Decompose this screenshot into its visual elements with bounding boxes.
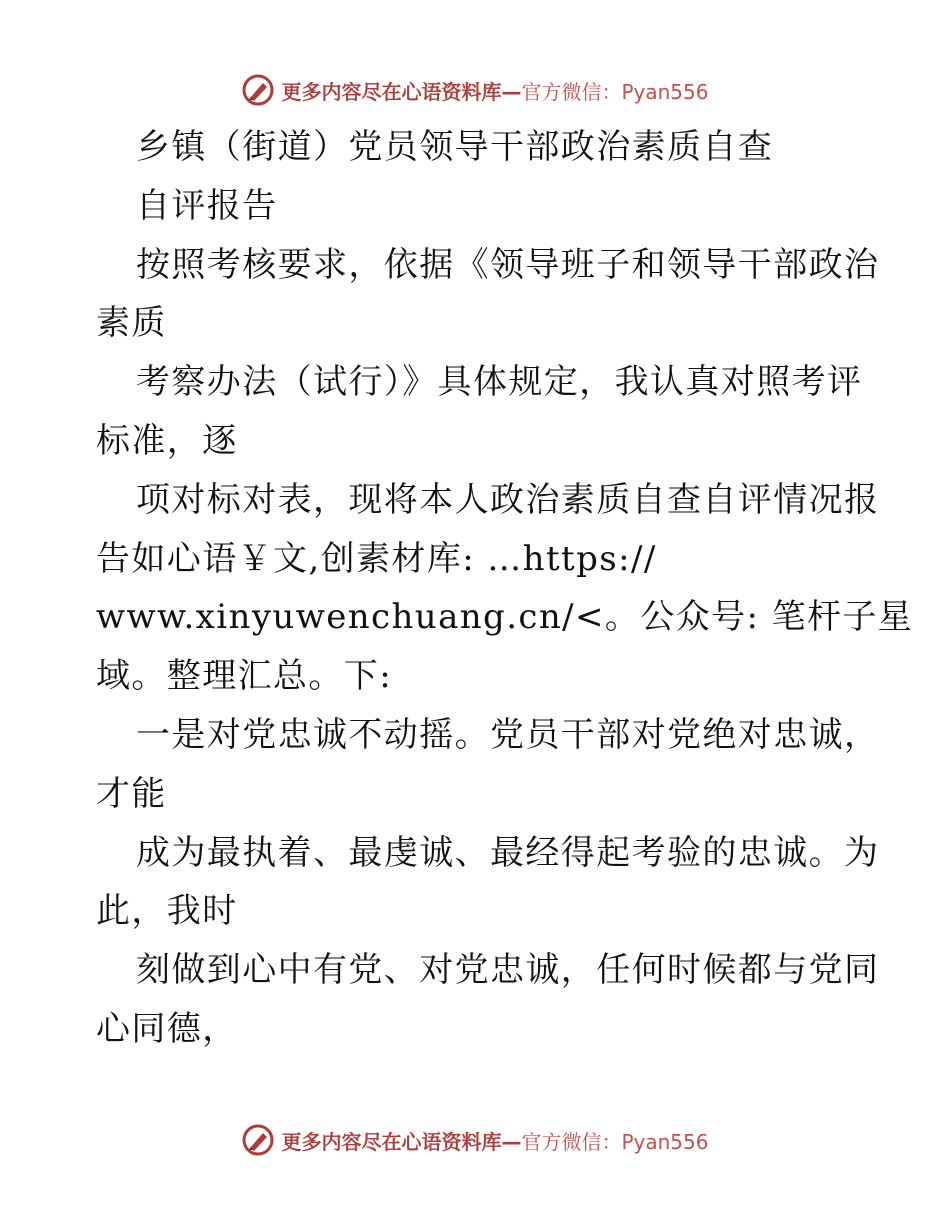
header-banner	[0, 70, 950, 110]
pen-logo-icon	[241, 1123, 275, 1157]
doc-paragraph-line: 成为最执着、最虔诚、最经得起考验的忠诚。为	[136, 832, 880, 873]
pen-logo-icon	[241, 73, 275, 107]
banner-wechat-text: 官方微信：Pyan556	[521, 79, 709, 104]
doc-paragraph-line: 心同德，	[96, 1008, 238, 1049]
banner-main-text: 更多内容尽在心语资料库—	[281, 79, 522, 104]
banner-text	[281, 76, 708, 105]
doc-paragraph-line: 素质	[96, 303, 167, 344]
doc-paragraph-line: 刻做到心中有党、对党忠诚，任何时候都与党同	[136, 950, 880, 991]
doc-paragraph-line: 项对标对表，现将本人政治素质自查自评情况报	[136, 479, 880, 520]
doc-paragraph-line: 告如心语￥文,创素材库: …https://	[96, 538, 657, 579]
doc-paragraph-line: 按照考核要求，依据《领导班子和领导干部政治	[136, 244, 880, 285]
doc-title-line-2: 自评报告	[136, 185, 278, 226]
doc-paragraph-line: 域。整理汇总。下:	[96, 656, 393, 697]
banner-wechat-text: 官方微信：Pyan556	[521, 1129, 709, 1154]
doc-paragraph-line: 一是对党忠诚不动摇。党员干部对党绝对忠诚，	[136, 714, 880, 755]
doc-title-line-1: 乡镇（街道）党员领导干部政治素质自查	[136, 127, 774, 167]
doc-url-line: www.xinyuwenchuang.cn/<。公众号: 笔杆子星	[96, 597, 914, 638]
banner-text	[281, 1126, 708, 1155]
footer-banner	[0, 1120, 950, 1160]
doc-paragraph-line: 才能	[96, 773, 167, 814]
doc-paragraph-line: 标准，逐	[96, 420, 238, 461]
doc-paragraph-line: 考察办法（试行）》具体规定，我认真对照考评	[136, 362, 863, 403]
document-body	[96, 118, 914, 1059]
doc-paragraph-line: 此，我时	[96, 891, 238, 932]
banner-main-text: 更多内容尽在心语资料库—	[281, 1129, 522, 1154]
